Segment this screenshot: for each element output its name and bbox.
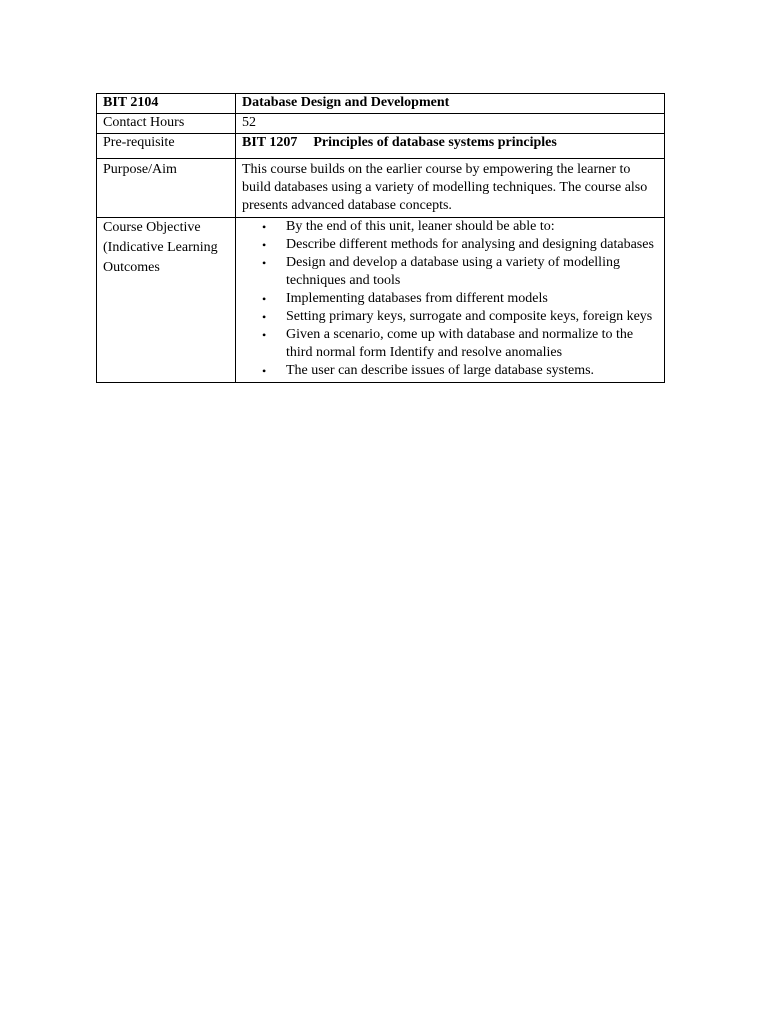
bullet-icon: • [262, 328, 267, 342]
objectives-row [97, 218, 665, 383]
purpose-row [97, 159, 665, 218]
contact-hours-label: Contact Hours [97, 114, 236, 134]
purpose-cell [236, 159, 665, 218]
prerequisite-title: Principles of database systems principles [313, 135, 557, 150]
objective-text: Given a scenario, come up with database and normalize to the third normal form Identify and resolve anomalies [286, 327, 634, 360]
list-item [242, 326, 658, 362]
prerequisite-cell [236, 134, 665, 159]
objective-text: Setting primary keys, surrogate and composite keys, foreign keys [286, 309, 653, 324]
course-title: Database Design and Development [236, 94, 665, 114]
bullet-icon: • [262, 364, 267, 378]
objective-text: Implementing databases from different models [286, 291, 548, 306]
purpose-text: This course builds on the earlier course by empowering the learner to build databases using a variety of modelling techniques. The course also presents advanced database concepts. [242, 162, 648, 213]
bullet-icon: • [262, 256, 267, 270]
course-code: BIT 2104 [97, 94, 236, 114]
objectives-cell [236, 218, 665, 383]
objective-text: The user can describe issues of large database systems. [286, 363, 595, 378]
list-item [242, 218, 658, 236]
objective-text: By the end of this unit, leaner should be able to: [286, 219, 555, 234]
objectives-label: Course Objective (Indicative Learning Outcomes [97, 218, 236, 383]
objective-text: Design and develop a database using a variety of modelling techniques and tools [286, 255, 620, 288]
list-item [242, 236, 658, 254]
prerequisite-label: Pre-requisite [97, 134, 236, 159]
objectives-list [242, 218, 658, 382]
purpose-label: Purpose/Aim [97, 159, 236, 218]
prerequisite-code: BIT 1207 [242, 135, 298, 150]
contact-hours-row [97, 114, 665, 134]
list-item [242, 362, 658, 380]
contact-hours-value: 52 [236, 114, 665, 134]
list-item [242, 254, 658, 290]
bullet-icon: • [262, 220, 267, 234]
list-item [242, 308, 658, 326]
bullet-icon: • [262, 238, 267, 252]
list-item [242, 290, 658, 308]
course-outline-table [96, 93, 665, 383]
objective-text: Describe different methods for analysing and designing databases [286, 237, 654, 252]
bullet-icon: • [262, 292, 267, 306]
course-header-row [97, 94, 665, 114]
bullet-icon: • [262, 310, 267, 324]
prerequisite-row [97, 134, 665, 159]
